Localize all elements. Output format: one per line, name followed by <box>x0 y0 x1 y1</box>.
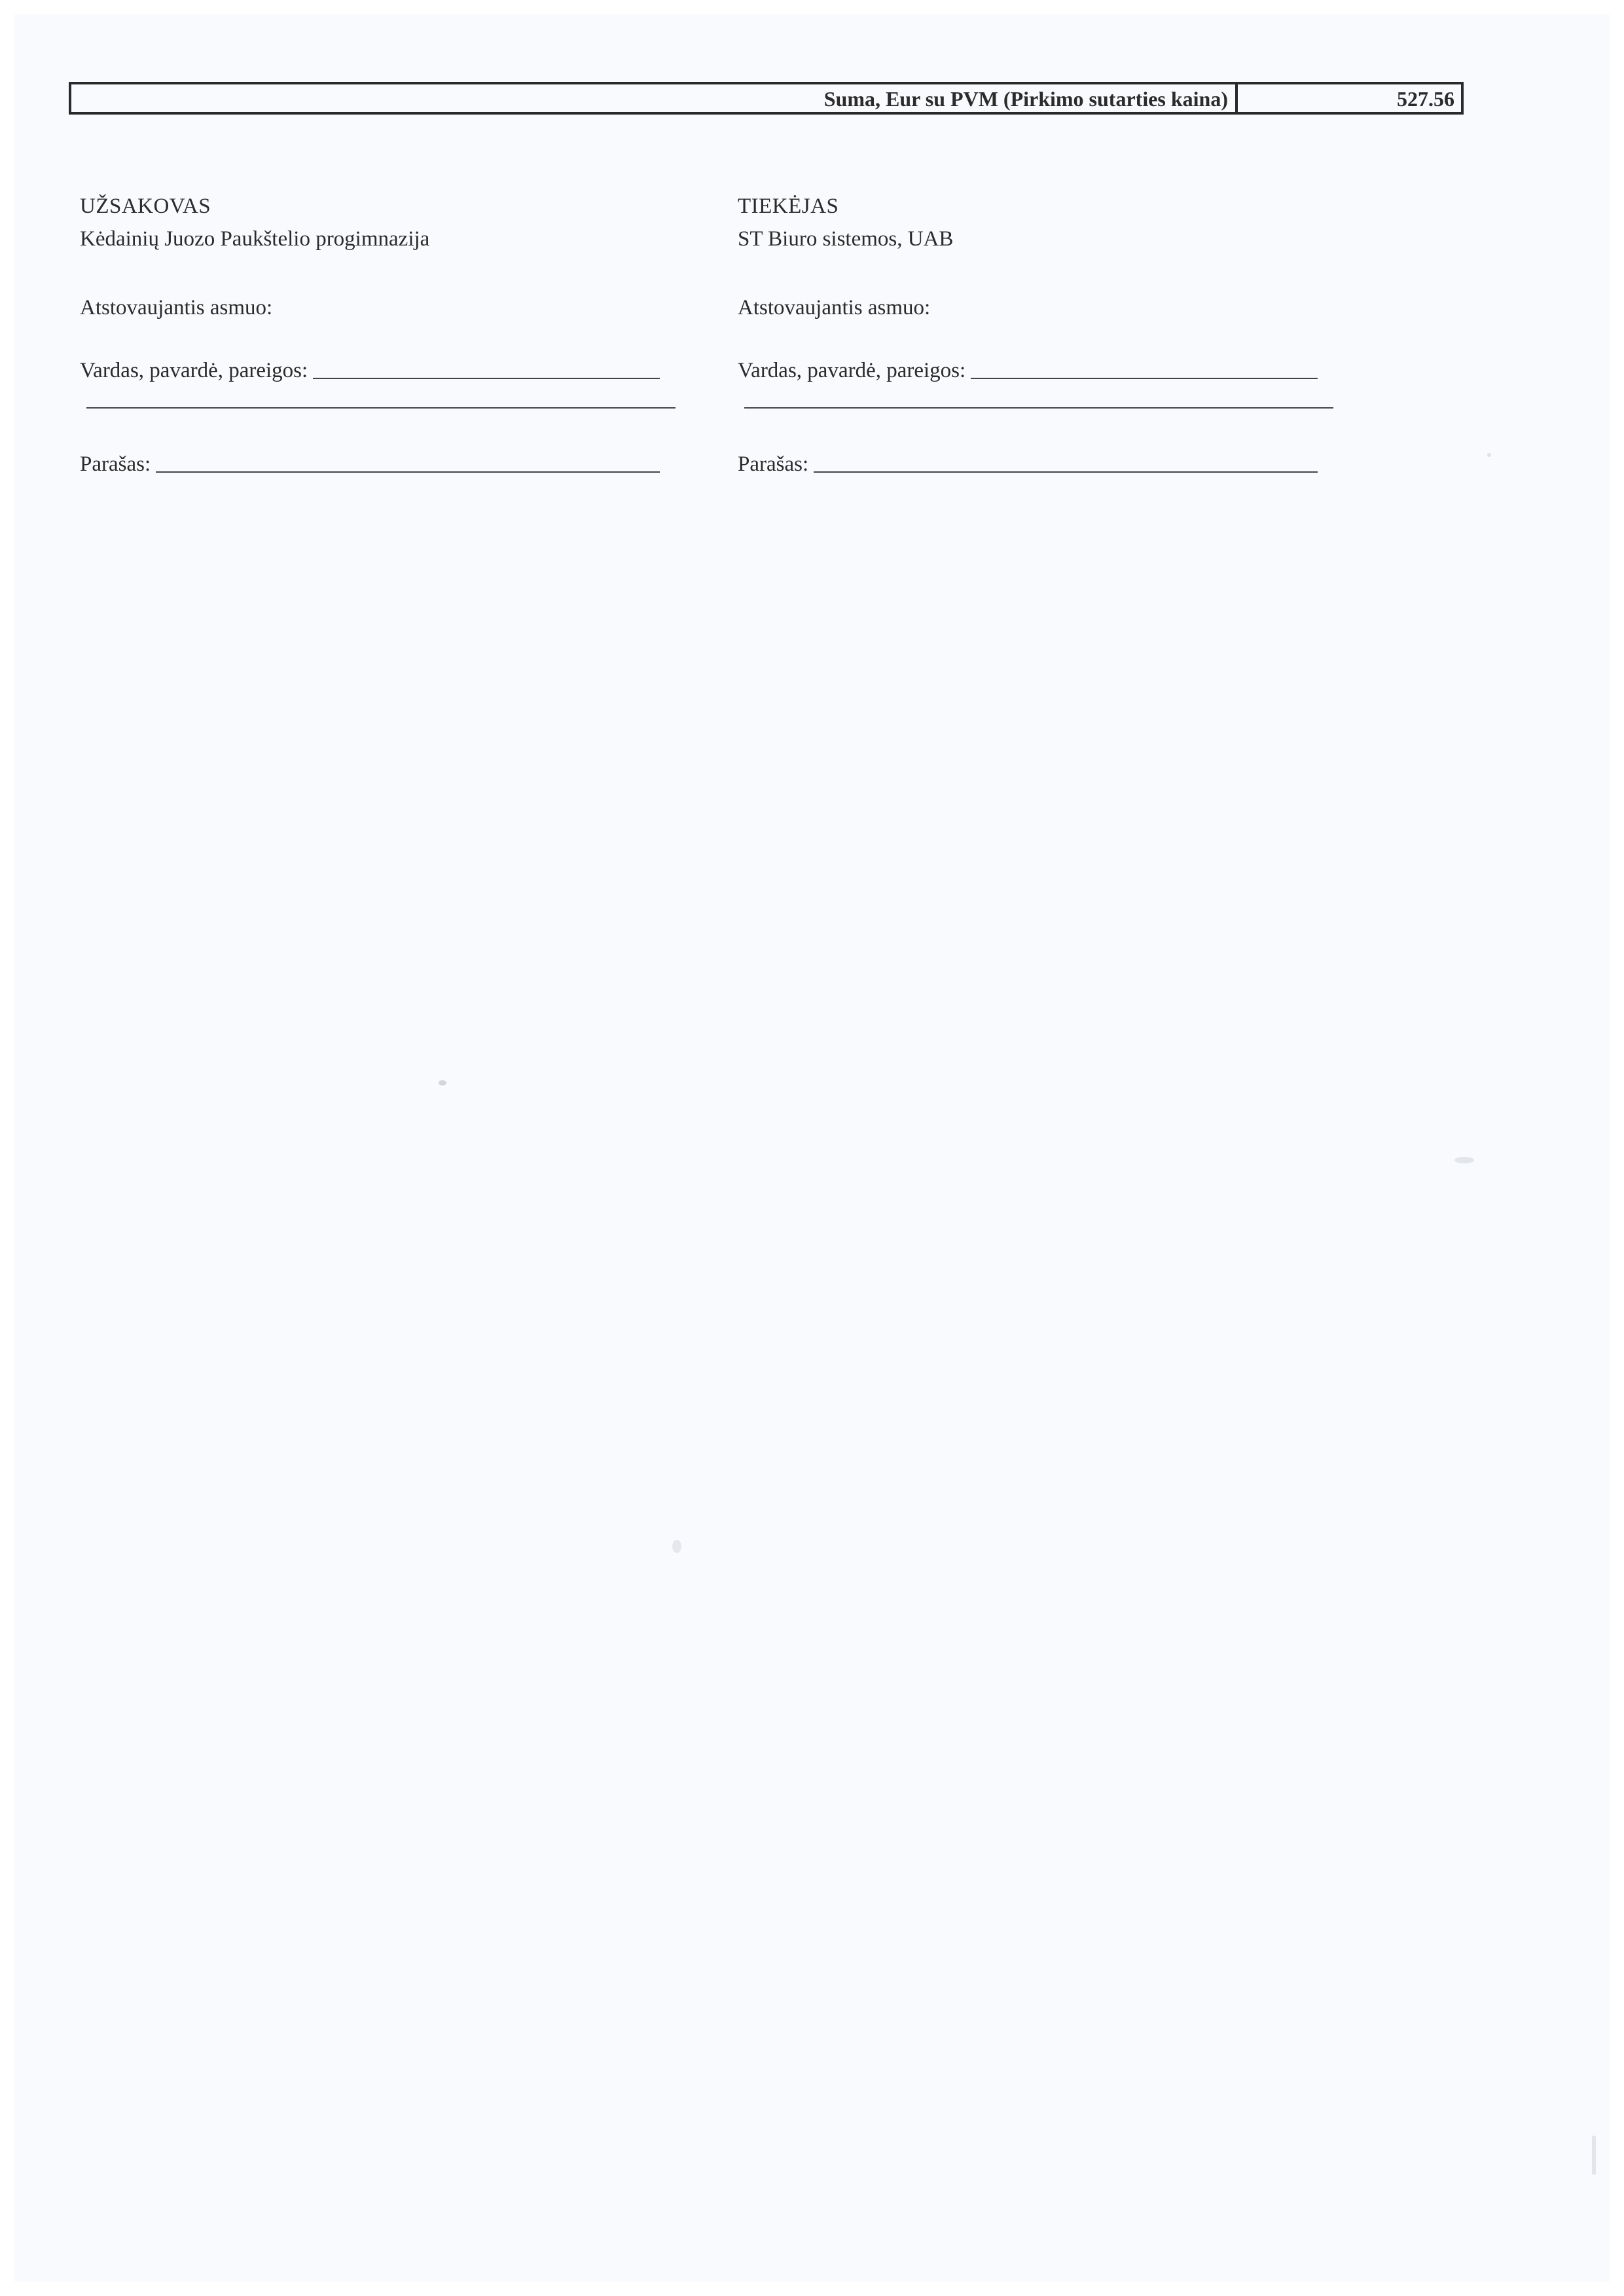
scan-speck <box>439 1080 446 1085</box>
scan-speck <box>1592 2136 1596 2175</box>
supplier-signature-label: Parašas: <box>738 452 809 476</box>
customer-signature-field <box>80 450 660 479</box>
customer-role: UŽSAKOVAS <box>80 194 211 218</box>
table-divider <box>1235 84 1238 112</box>
supplier-name-label: Vardas, pavardė, pareigos: <box>738 359 966 382</box>
customer-name-line <box>313 378 660 379</box>
supplier-signature-field <box>738 450 1318 479</box>
customer-signature-line <box>156 471 660 473</box>
scan-speck <box>1487 453 1491 457</box>
customer-representative-label: Atstovaujantis asmuo: <box>80 296 273 319</box>
customer-block <box>80 194 682 489</box>
supplier-representative-label: Atstovaujantis asmuo: <box>738 296 931 319</box>
supplier-block <box>738 194 1340 489</box>
scan-speck <box>672 1540 681 1553</box>
supplier-name-line <box>971 378 1318 379</box>
supplier-name-continuation-line <box>744 407 1333 409</box>
customer-signature-label: Parašas: <box>80 452 151 476</box>
supplier-role: TIEKĖJAS <box>738 194 839 218</box>
customer-name-continuation-line <box>86 407 676 409</box>
supplier-signature-line <box>814 471 1318 473</box>
contract-sum-value: 527.56 <box>1397 87 1454 111</box>
scan-speck <box>1454 1157 1474 1163</box>
supplier-name-field <box>738 356 1318 385</box>
customer-name-field <box>80 356 660 385</box>
supplier-organization: ST Biuro sistemos, UAB <box>738 227 954 251</box>
document-page <box>14 14 1610 2282</box>
customer-name-label: Vardas, pavardė, pareigos: <box>80 359 308 382</box>
customer-organization: Kėdainių Juozo Paukštelio progimnazija <box>80 227 430 251</box>
contract-sum-table <box>69 82 1464 115</box>
contract-sum-label: Suma, Eur su PVM (Pirkimo sutarties kaina) <box>823 87 1228 111</box>
